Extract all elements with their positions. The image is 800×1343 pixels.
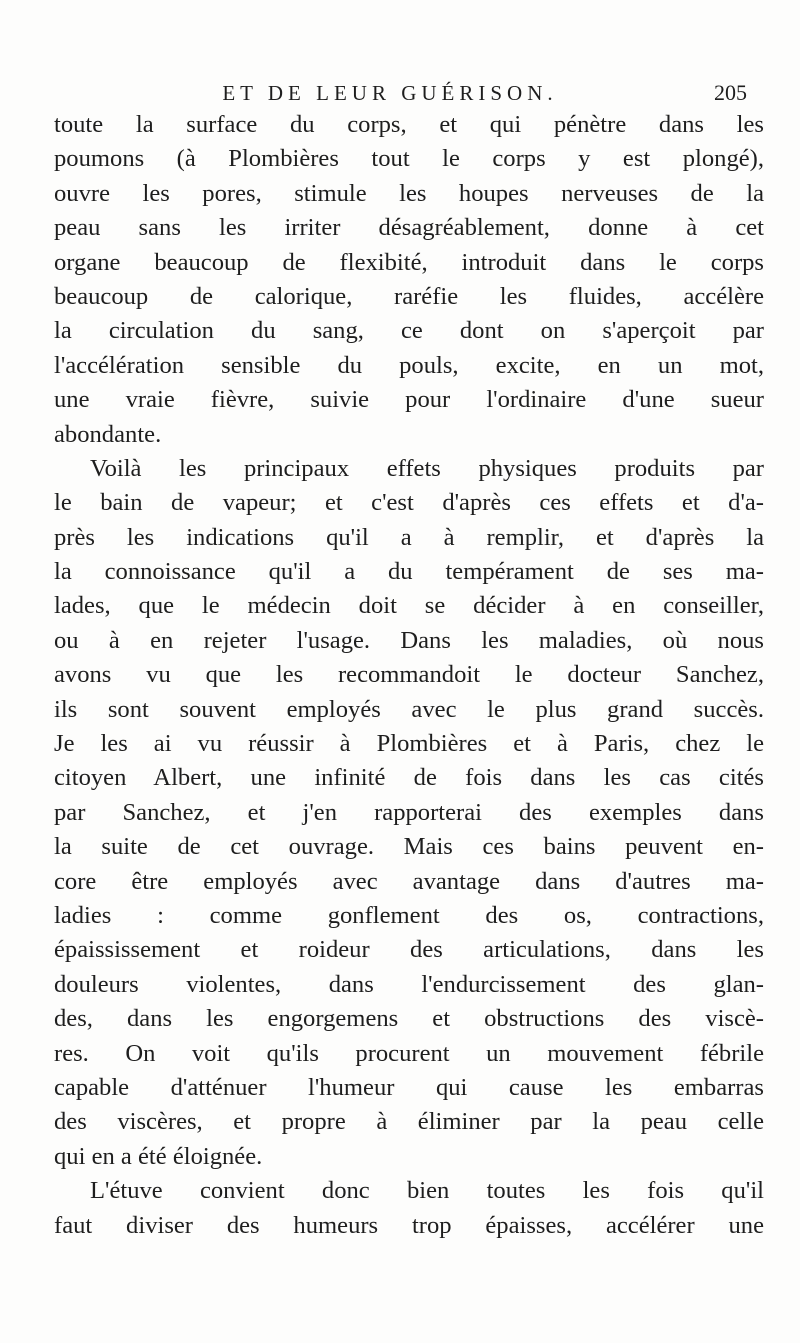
text-line: poumons (à Plombières tout le corps y est plongé), xyxy=(54,145,764,173)
text-line: faut diviser des humeurs trop épaisses, accélérer une xyxy=(54,1211,764,1239)
text-line: la suite de cet ouvrage. Mais ces bains peuvent en- xyxy=(54,833,764,861)
text-line: avons vu que les recommandoit le docteur Sanchez, xyxy=(54,661,764,689)
running-title: ET DE LEUR GUÉRISON. xyxy=(222,81,558,105)
text-line: peau sans les irriter désagréablement, donne à cet xyxy=(54,214,764,242)
text-line: Je les ai vu réussir à Plombières et à Paris, chez le xyxy=(54,730,764,758)
text-line: ouvre les pores, stimule les houpes nerveuses de la xyxy=(54,179,764,207)
text-line: épaississement et roideur des articulations, dans les xyxy=(54,936,764,964)
text-line: la connoissance qu'il a du tempérament de ses ma- xyxy=(54,558,764,586)
text-line: le bain de vapeur; et c'est d'après ces effets et d'a- xyxy=(54,489,764,517)
text-line: core être employés avec avantage dans d'autres ma- xyxy=(54,867,764,895)
text-line: ils sont souvent employés avec le plus grand succès. xyxy=(54,695,764,723)
text-line: douleurs violentes, dans l'endurcissement des glan- xyxy=(54,970,764,998)
text-line: capable d'atténuer l'humeur qui cause les embarras xyxy=(54,1073,764,1101)
text-line: une vraie fièvre, suivie pour l'ordinaire d'une sueur xyxy=(54,386,764,414)
text-line: ou à en rejeter l'usage. Dans les maladies, où nous xyxy=(54,626,764,654)
text-line: l'accélération sensible du pouls, excite, en un mot, xyxy=(54,351,764,379)
text-line: ladies : comme gonflement des os, contractions, xyxy=(54,901,764,929)
text-line: près les indications qu'il a à remplir, et d'après la xyxy=(54,523,764,551)
text-line: organe beaucoup de flexibité, introduit dans le corps xyxy=(54,248,764,276)
text-line: res. On voit qu'ils procurent un mouvement fébrile xyxy=(54,1039,764,1067)
text-line: Voilà les principaux effets physiques produits par xyxy=(90,454,764,482)
page-number: 205 xyxy=(714,80,747,105)
text-line: des, dans les engorgemens et obstructions des viscè- xyxy=(54,1005,764,1033)
text-line: toute la surface du corps, et qui pénètre dans les xyxy=(54,111,764,138)
text-line: abondante. xyxy=(54,420,162,448)
body-text xyxy=(54,108,764,1243)
text-line: qui en a été éloignée. xyxy=(54,1142,263,1170)
text-line: L'étuve convient donc bien toutes les fois qu'il xyxy=(90,1177,764,1205)
text-line: par Sanchez, et j'en rapporterai des exemples dans xyxy=(54,798,764,826)
text-line: beaucoup de calorique, raréfie les fluides, accélère xyxy=(54,282,764,310)
text-line: la circulation du sang, ce dont on s'aperçoit par xyxy=(54,317,764,345)
page-header xyxy=(0,78,800,108)
text-line: lades, que le médecin doit se décider à en conseiller, xyxy=(54,592,764,620)
text-line: citoyen Albert, une infinité de fois dans les cas cités xyxy=(54,764,764,792)
text-line: des viscères, et propre à éliminer par la peau celle xyxy=(54,1108,764,1136)
